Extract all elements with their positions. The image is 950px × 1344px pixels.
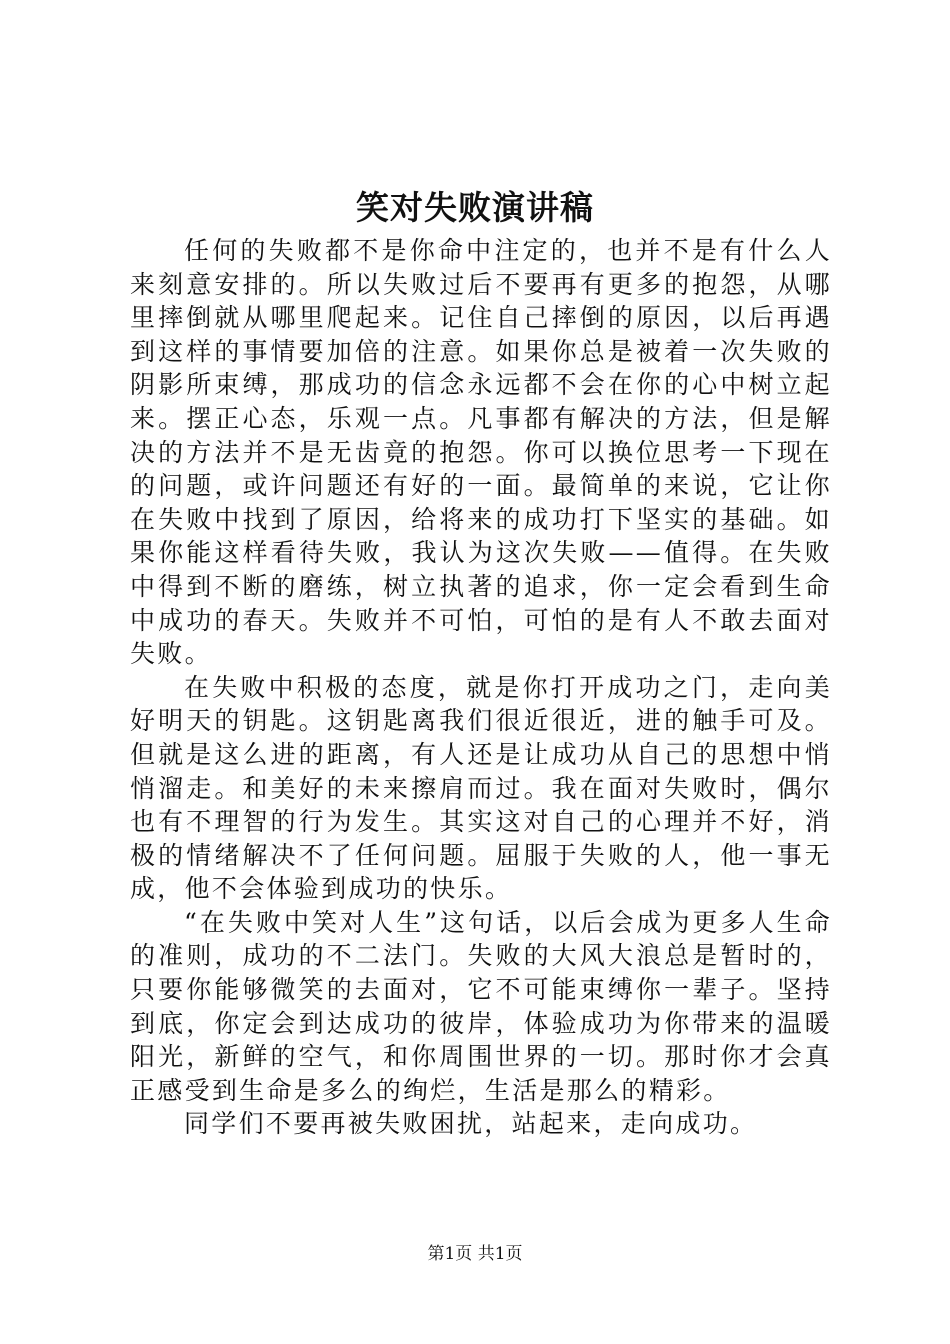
paragraph-3: “在失败中笑对人生”这句话，以后会成为更多人生命的准则，成功的不二法门。失败的大风大浪总是暂时的，只要你能够微笑的去面对，它不可能束缚你一辈子。坚持到底，你定会到达成功的彼岸，体验成功为你带来的温暖阳光，新鲜的空气，和你周围世界的一切。那时你才会真正感受到生命是多么的绚烂，生活是那么的精彩。 [130, 907, 832, 1105]
paragraph-2: 在失败中积极的态度，就是你打开成功之门，走向美好明天的钥匙。这钥匙离我们很近很近，进的触手可及。但就是这么进的距离，有人还是让成功从自己的思想中悄悄溜走。和美好的未来擦肩而过。我在面对失败时，偶尔也有不理智的行为发生。其实这对自己的心理并不好，消极的情绪解决不了任何问题。屈服于失败的人，他一事无成，他不会体验到成功的快乐。 [130, 672, 832, 904]
paragraph-1: 任何的失败都不是你命中注定的，也并不是有什么人来刻意安排的。所以失败过后不要再有更多的抱怨，从哪里摔倒就从哪里爬起来。记住自己摔倒的原因，以后再遇到这样的事情要加倍的注意。如果你总是被着一次失败的阴影所束缚，那成功的信念永远都不会在你的心中树立起来。摆正心态，乐观一点。凡事都有解决的方法，但是解决的方法并不是无齿竟的抱怨。你可以换位思考一下现在的问题，或许问题还有好的一面。最简单的来说，它让你在失败中找到了原因，给将来的成功打下坚实的基础。如果你能这样看待失败，我认为这次失败——值得。在失败中得到不断的磨练，树立执著的追求，你一定会看到生命中成功的春天。失败并不可怕，可怕的是有人不敢去面对失败。 [130, 236, 832, 669]
document-title: 笑对失败演讲稿 [356, 188, 594, 227]
page-footer: 第1页 共1页 [427, 1244, 523, 1264]
document-body [130, 234, 832, 1141]
paragraph-4: 同学们不要再被失败困扰，站起来，走向成功。 [184, 1109, 758, 1139]
